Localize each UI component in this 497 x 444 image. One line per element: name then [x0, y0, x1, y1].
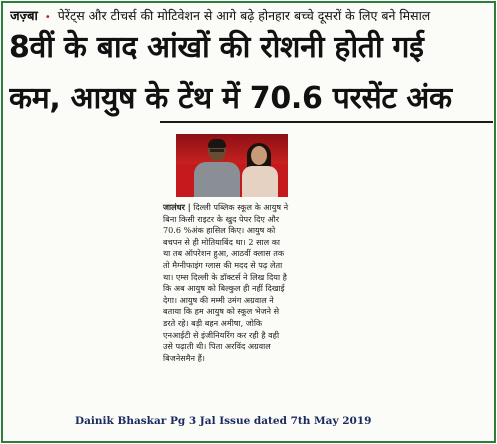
- article-dateline: जालंधर |: [163, 202, 191, 212]
- source-caption: Dainik Bhaskar Pg 3 Jal Issue dated 7th May 2019: [75, 415, 372, 427]
- kicker-bullet-icon: •: [44, 12, 51, 23]
- article-body-text: दिल्ली पब्लिक स्कूल के आयुष ने बिना किसी राइटर के खुद पेपर दिए और 70.6 %अंक हासिल किए। आयुष को बचपन से ही मोतियाबिंद था। 2 साल का था तब ऑपरेशन हुआ, आठवीं क्लास तक तो मैग्नीफाइंग ग्लास की मदद से पढ़ लेता था। एम्स दिल्ली के डॉक्टर्स ने लिख दिया है कि अब आयुष को बिल्कुल ही नहीं दिखाई देगा। आयुष की मम्मी उमंग अग्रवाल ने बताया कि हम आयुष को स्कूल भेजने से डरते रहे। बड़ी बहन अमीषा, जोकि एनआईटी से इंजीनियरिंग कर रही है वही उसे पढ़ाती थी। पिता अरविंद अग्रवाल बिजनेसमैन हैं।: [163, 202, 289, 363]
- headline-underline: [160, 121, 493, 123]
- headline-line-2: कम, आयुष के टेंथ में 70.6 परसेंट अंक: [9, 81, 452, 116]
- boy-glasses: [210, 149, 224, 152]
- girl-head: [251, 146, 267, 165]
- newspaper-clipping: [1, 1, 496, 443]
- boy-figure: [194, 162, 240, 197]
- girl-figure: [242, 166, 278, 197]
- article-photo: [176, 134, 288, 197]
- boy-hair: [208, 139, 226, 148]
- article-kicker: [10, 7, 490, 25]
- kicker-text: पेरेंट्स और टीचर्स की मोटिवेशन से आगे बढ़े होनहार बच्चे दूसरों के लिए बने मिसाल: [57, 8, 431, 23]
- photo-backdrop: [176, 134, 288, 164]
- article-body: [163, 202, 289, 364]
- headline-line-1: 8वीं के बाद आंखों की रोशनी होती गई: [9, 30, 424, 65]
- kicker-tag: जज़्बा: [10, 9, 38, 24]
